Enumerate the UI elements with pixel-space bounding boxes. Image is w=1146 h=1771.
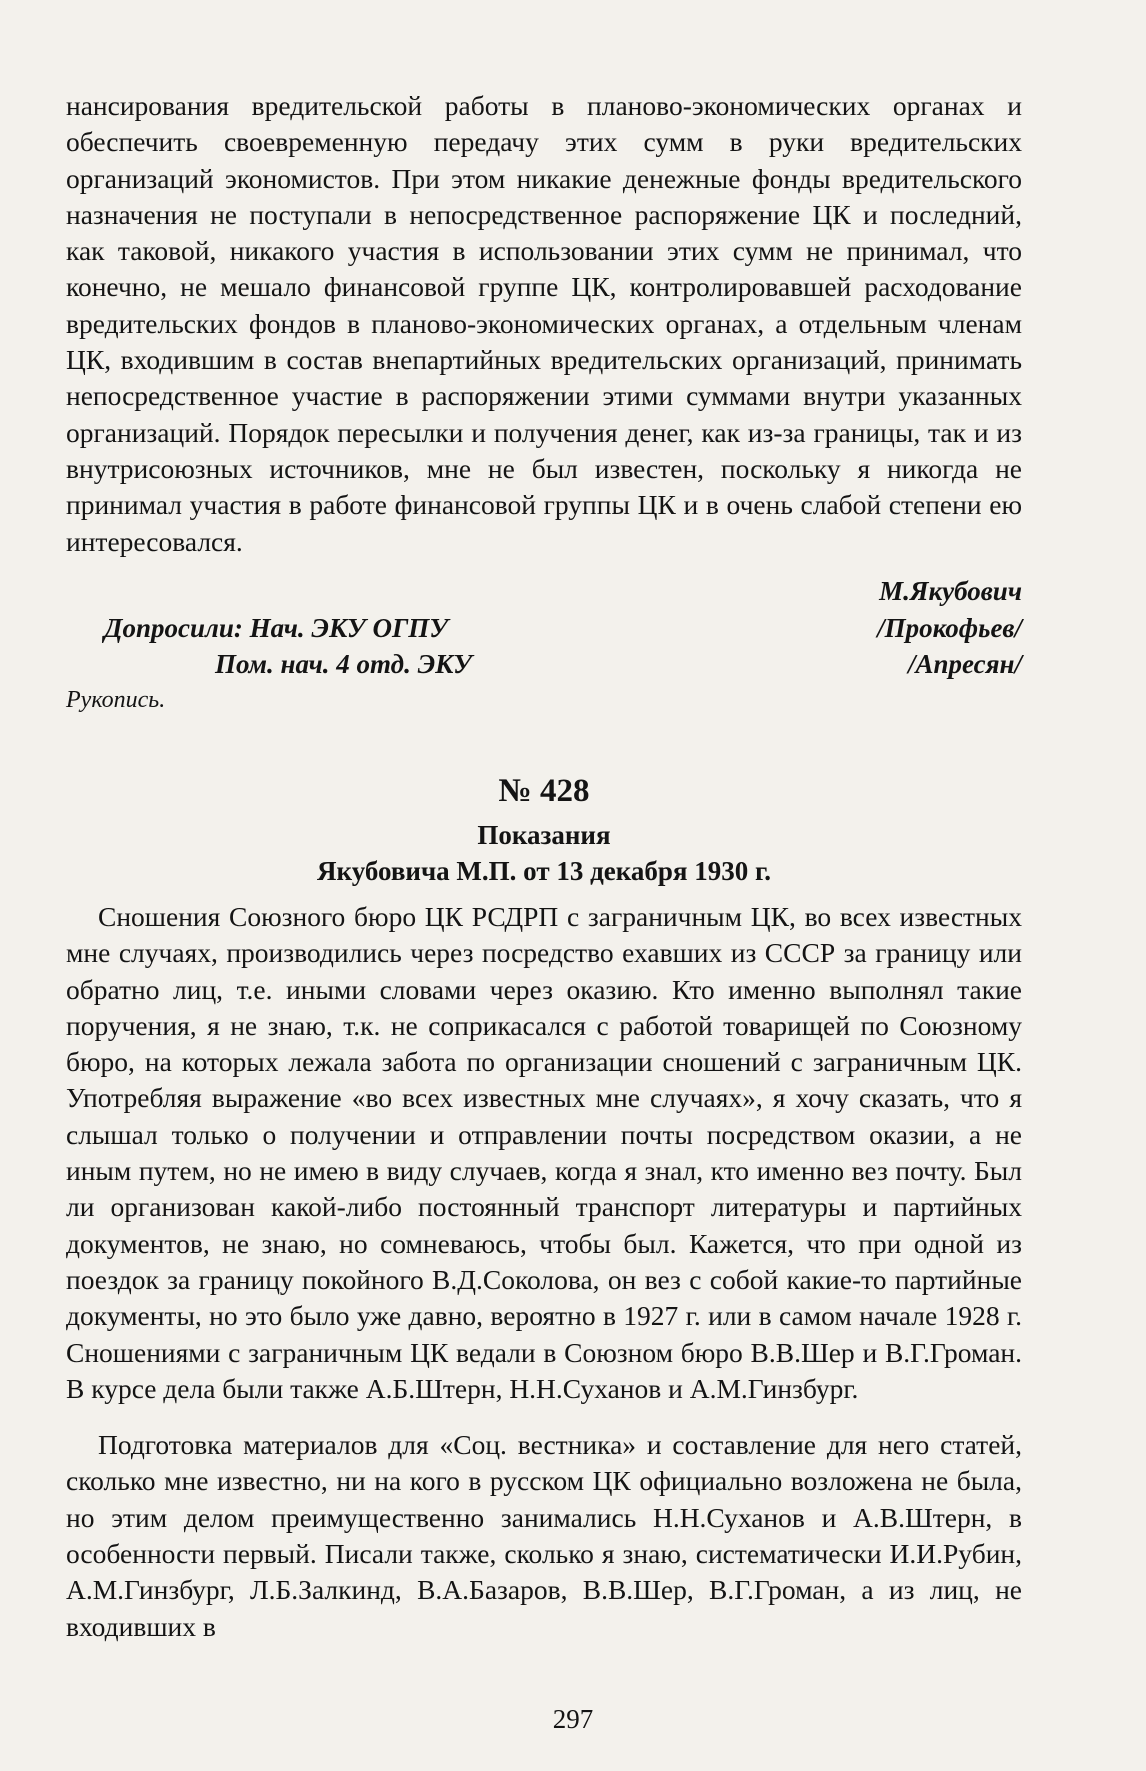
source-note: Рукопись. xyxy=(66,687,166,713)
signature: М.Якубович xyxy=(879,576,1022,606)
assistant-label: Пом. нач. 4 отд. ЭКУ xyxy=(215,649,472,679)
text-block-top xyxy=(66,88,1022,560)
interrogated-label: Допросили: Нач. ЭКУ ОГПУ xyxy=(104,613,449,643)
paragraph-communications: Сношения Союзного бюро ЦК РСДРП с заграничным ЦК, во всех известных мне случаях, производились через посредство ехавших из СССР за границу или обратно лиц, т.е. иными словами через оказию. Кто именно выполнял такие поручения, я не знаю, т.к. не соприкасался с работой товарищей по Союзному бюро, на которых лежала забота по организации сношений с заграничным ЦК. Употребляя выражение «во всех известных мне случаях», я хочу сказать, что я слышал только о получении и отправлении почты посредством оказии, а не иным путем, но не имею в виду случаев, когда я знал, кто именно вез почту. Был ли организован какой-либо постоянный транспорт литературы и партийных документов, не знаю, но сомневаюсь, чтобы был. Кажется, что при одной из поездок за границу покойного В.Д.Соколова, он вез с собой какие-то партийные документы, но это было уже давно, вероятно в 1927 г. или в самом начале 1928 г. Сношениями с заграничным ЦК ведали в Союзном бюро В.В.Шер и В.Г.Громан. В курсе дела были также А.Б.Штерн, Н.Н.Суханов и А.М.Гинзбург. xyxy=(66,901,1022,1404)
paragraph-materials: Подготовка материалов для «Соц. вестника» и составление для него статей, сколько мне известно, ни на кого в русском ЦК официально возложена не была, но этим делом преимущественно занимались Н.Н.Суханов и А.В.Штерн, в особенности первый. Писали также, сколько я знаю, систематически И.И.Рубин, А.М.Гинзбург, Л.Б.Залкинд, В.А.Базаров, В.В.Шер, В.Г.Громан, а из лиц, не входивших в xyxy=(66,1429,1022,1642)
document-title: Показания xyxy=(477,820,611,850)
paragraph-continuation: нансирования вредительской работы в планово-экономических органах и обеспечить своевременную передачу этих сумм в руки вредительских организаций экономистов. При этом никакие денежные фонды вредительского назначения не поступали в непосредственное распоряжение ЦК и последний, как таковой, никакого участия в использовании этих сумм не принимал, что конечно, не мешало финансовой группе ЦК, контролировавшей расходование вредительских фондов в планово-экономических органах, а отдельным членам ЦК, входившим в состав внепартийных вредительских организаций, принимать непосредственное участие в распоряжении этими суммами внутри указанных организаций. Порядок пересылки и получения денег, как из-за границы, так и из внутрисоюзных источников, мне не был известен, поскольку я никогда не принимал участия в работе финансовой группы ЦК и в очень слабой степени ею интересовался. xyxy=(66,90,1022,557)
document-subtitle: Якубовича М.П. от 13 декабря 1930 г. xyxy=(317,856,771,886)
text-block-main xyxy=(66,899,1022,1645)
interrogator-apresyan: /Апресян/ xyxy=(907,649,1022,679)
page-number: 297 xyxy=(552,1704,594,1734)
document-number: № 428 xyxy=(498,773,590,809)
interrogator-prokofiev: /Прокофьев/ xyxy=(877,613,1022,643)
